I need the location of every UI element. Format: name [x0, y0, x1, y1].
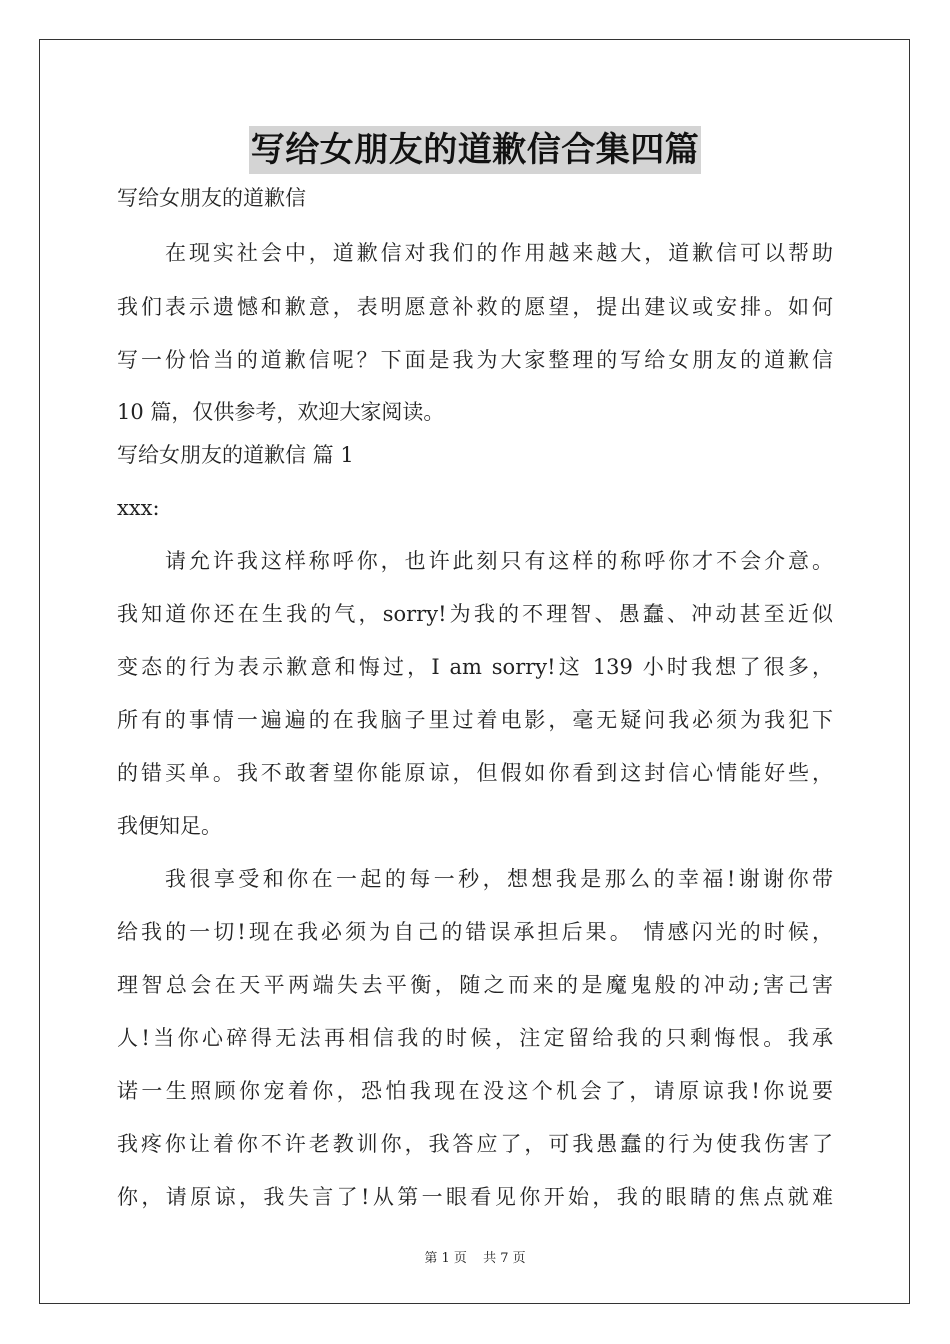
intro-line: 在现实社会中，道歉信对我们的作用越来越大，道歉信可以帮助 — [165, 241, 833, 265]
paragraph-line: 变态的行为表示歉意和悔过，I am sorry!这 139 小时我想了很多， — [117, 655, 833, 679]
page-number-total: 共 7 页 — [483, 1251, 526, 1266]
paragraph-line: 请允许我这样称呼你，也许此刻只有这样的称呼你才不会介意。 — [165, 549, 833, 573]
intro-line: 写一份恰当的道歉信呢？下面是我为大家整理的写给女朋友的道歉信 — [117, 348, 833, 372]
salutation: xxx: — [117, 496, 160, 520]
intro-line: 我们表示遗憾和歉意，表明愿意补救的愿望，提出建议或安排。如何 — [117, 295, 833, 319]
paragraph-line: 我很享受和你在一起的每一秒，想想我是那么的幸福!谢谢你带 — [165, 867, 833, 891]
title-container — [0, 126, 950, 174]
paragraph-line: 诺一生照顾你宠着你，恐怕我现在没这个机会了，请原谅我!你说要 — [117, 1079, 833, 1103]
paragraph-line: 理智总会在天平两端失去平衡，随之而来的是魔鬼般的冲动;害己害 — [117, 973, 833, 997]
paragraph-line: 的错买单。我不敢奢望你能原谅，但假如你看到这封信心情能好些， — [117, 761, 833, 785]
document-subtitle: 写给女朋友的道歉信 — [117, 186, 306, 210]
intro-line: 10 篇，仅供参考，欢迎大家阅读。 — [117, 400, 445, 424]
page-footer — [0, 1247, 950, 1266]
document-title: 写给女朋友的道歉信合集四篇 — [249, 126, 702, 174]
paragraph-line: 所有的事情一遍遍的在我脑子里过着电影，毫无疑问我必须为我犯下 — [117, 708, 833, 732]
paragraph-line: 我便知足。 — [117, 814, 222, 838]
paragraph-line: 人!当你心碎得无法再相信我的时候，注定留给我的只剩悔恨。我承 — [117, 1026, 833, 1050]
section-heading: 写给女朋友的道歉信 篇 1 — [117, 443, 354, 467]
paragraph-line: 你，请原谅，我失言了!从第一眼看见你开始，我的眼睛的焦点就难 — [117, 1185, 833, 1209]
paragraph-line: 我疼你让着你不许老教训你，我答应了，可我愚蠢的行为使我伤害了 — [117, 1132, 833, 1156]
document-body — [117, 180, 833, 1216]
paragraph-line: 给我的一切!现在我必须为自己的错误承担后果。 情感闪光的时候， — [117, 920, 833, 944]
page-number-current: 第 1 页 — [424, 1251, 467, 1266]
paragraph-line: 我知道你还在生我的气，sorry!为我的不理智、愚蠢、冲动甚至近似 — [117, 602, 833, 626]
